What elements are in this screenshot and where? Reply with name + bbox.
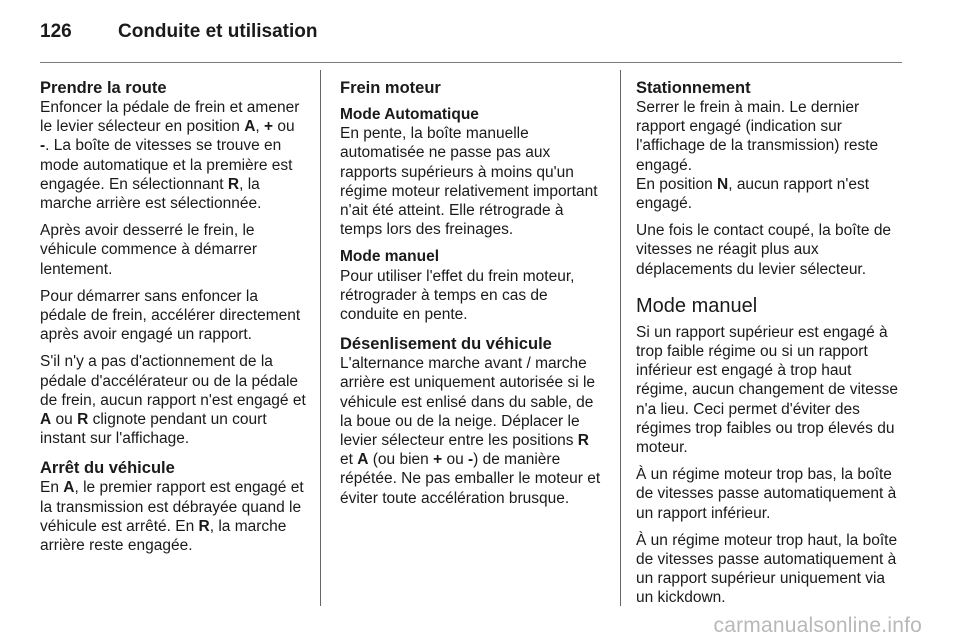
gear-symbol: N xyxy=(717,175,729,193)
page-header xyxy=(40,18,902,46)
section-prendre-la-route xyxy=(40,78,306,448)
paragraph: Pour démarrer sans enfoncer la pédale de frein, accélérer directement après avoir engagé un rapport. xyxy=(40,287,301,344)
column-2 xyxy=(340,78,606,516)
paragraph xyxy=(340,354,606,508)
text: En xyxy=(40,479,64,497)
text: , xyxy=(255,118,265,136)
gear-symbol: A xyxy=(244,118,256,136)
text: ou xyxy=(51,411,78,429)
section-heading: Mode manuel xyxy=(636,294,758,317)
page-title: Conduite et utilisation xyxy=(118,21,318,42)
subsection-heading: Mode manuel xyxy=(340,248,440,266)
section-frein-moteur xyxy=(340,78,606,324)
text: (ou bien xyxy=(368,451,434,469)
column-3 xyxy=(636,78,902,616)
gear-symbol: R xyxy=(77,411,89,429)
paragraph xyxy=(40,98,306,213)
text: , la marche arrière reste engagée. xyxy=(40,517,287,555)
section-desenlisement xyxy=(340,334,606,508)
paragraph: Serrer le frein à main. Le dernier rapport engagé (indication sur l'affichage de la transmission) reste engagé. xyxy=(636,99,879,174)
section-arret-du-vehicule xyxy=(40,458,306,555)
text: . La boîte de vitesses se trouve en mode automatique et la première est engagée. En sélectionnant xyxy=(40,137,293,193)
text: clignote pendant un court instant sur l'affichage. xyxy=(40,411,267,448)
section-heading: Arrêt du véhicule xyxy=(40,459,175,478)
text: L'alternance marche avant / marche arrière est uniquement autorisée si le véhicule est enlisé dans du sable, de la boue ou de la neige. Déplacer le levier sélecteur entre les positions xyxy=(340,355,596,450)
section-heading: Prendre la route xyxy=(40,79,167,97)
gear-symbol: A xyxy=(40,411,52,429)
text: ou xyxy=(273,118,295,136)
paragraph: Si un rapport supérieur est engagé à trop faible régime ou si un rapport inférieur est engagé à trop haut régime, aucun changement de vitesse n'a lieu. Ceci permet d'éviter des régimes trop faibles ou trop élevés du moteur. xyxy=(636,323,898,457)
watermark-text: carmanualsonline.info xyxy=(713,614,922,637)
paragraph xyxy=(636,175,902,213)
paragraph xyxy=(40,478,306,555)
gear-symbol: - xyxy=(468,451,474,469)
paragraph: Une fois le contact coupé, la boîte de vitesses ne réagit plus aux déplacements du levier sélecteur. xyxy=(636,222,892,278)
paragraph xyxy=(40,352,306,448)
section-heading: Stationnement xyxy=(636,79,751,97)
gear-symbol: + xyxy=(264,118,274,136)
paragraph: Après avoir desserré le frein, le véhicule commence à démarrer lentement. xyxy=(40,222,258,278)
page-number: 126 xyxy=(40,21,72,42)
section-stationnement xyxy=(636,78,902,279)
paragraph: À un régime moteur trop haut, la boîte de vitesses passe automatiquement à un rapport supérieur uniquement via un kickdown. xyxy=(636,531,898,607)
text: , aucun rapport n'est engagé. xyxy=(636,175,870,213)
column-divider-2 xyxy=(620,70,621,606)
gear-symbol: R xyxy=(198,517,210,535)
paragraph: À un régime moteur trop bas, la boîte de vitesses passe automatiquement à un rapport inférieur. xyxy=(636,466,897,522)
subsection-heading: Mode Automatique xyxy=(340,106,479,123)
paragraph: Pour utiliser l'effet du frein moteur, rétrograder à temps en cas de conduite en pente. xyxy=(340,267,575,324)
section-heading: Désenlisement du véhicule xyxy=(340,335,552,354)
text: , le premier rapport est engagé et la transmission est débrayée quand le véhicule est arrêté. En xyxy=(40,479,304,535)
gear-symbol: A xyxy=(357,451,369,469)
column-divider-1 xyxy=(320,70,321,606)
gear-symbol: R xyxy=(577,432,589,450)
section-heading: Frein moteur xyxy=(340,79,441,97)
text: ou xyxy=(442,451,468,469)
paragraph: En pente, la boîte manuelle automatisée ne passe pas aux rapports supérieurs à moins qu'un régime moteur relativement important n'ait été atteint. Elle rétrograde à temps lors des freinages. xyxy=(340,125,598,239)
gear-symbol: A xyxy=(63,479,75,497)
gear-symbol: + xyxy=(433,451,443,469)
gear-symbol: R xyxy=(227,175,240,193)
text: ) de manière répétée. Ne pas emballer le moteur et éviter toute accélération brusque. xyxy=(340,451,601,507)
header-divider xyxy=(40,62,902,63)
section-mode-manuel xyxy=(636,293,902,608)
text: Enfoncer la pédale de frein et amener le levier sélecteur en position xyxy=(40,99,300,136)
text: En position xyxy=(636,175,717,193)
text: et xyxy=(340,451,358,469)
column-1 xyxy=(40,78,306,563)
text: , la marche arrière est sélectionnée. xyxy=(40,175,262,213)
text: S'il n'y a pas d'actionnement de la pédale d'accélérateur ou de la pédale de frein, aucun rapport n'est engagé et xyxy=(40,353,306,409)
gear-symbol: - xyxy=(40,137,46,155)
